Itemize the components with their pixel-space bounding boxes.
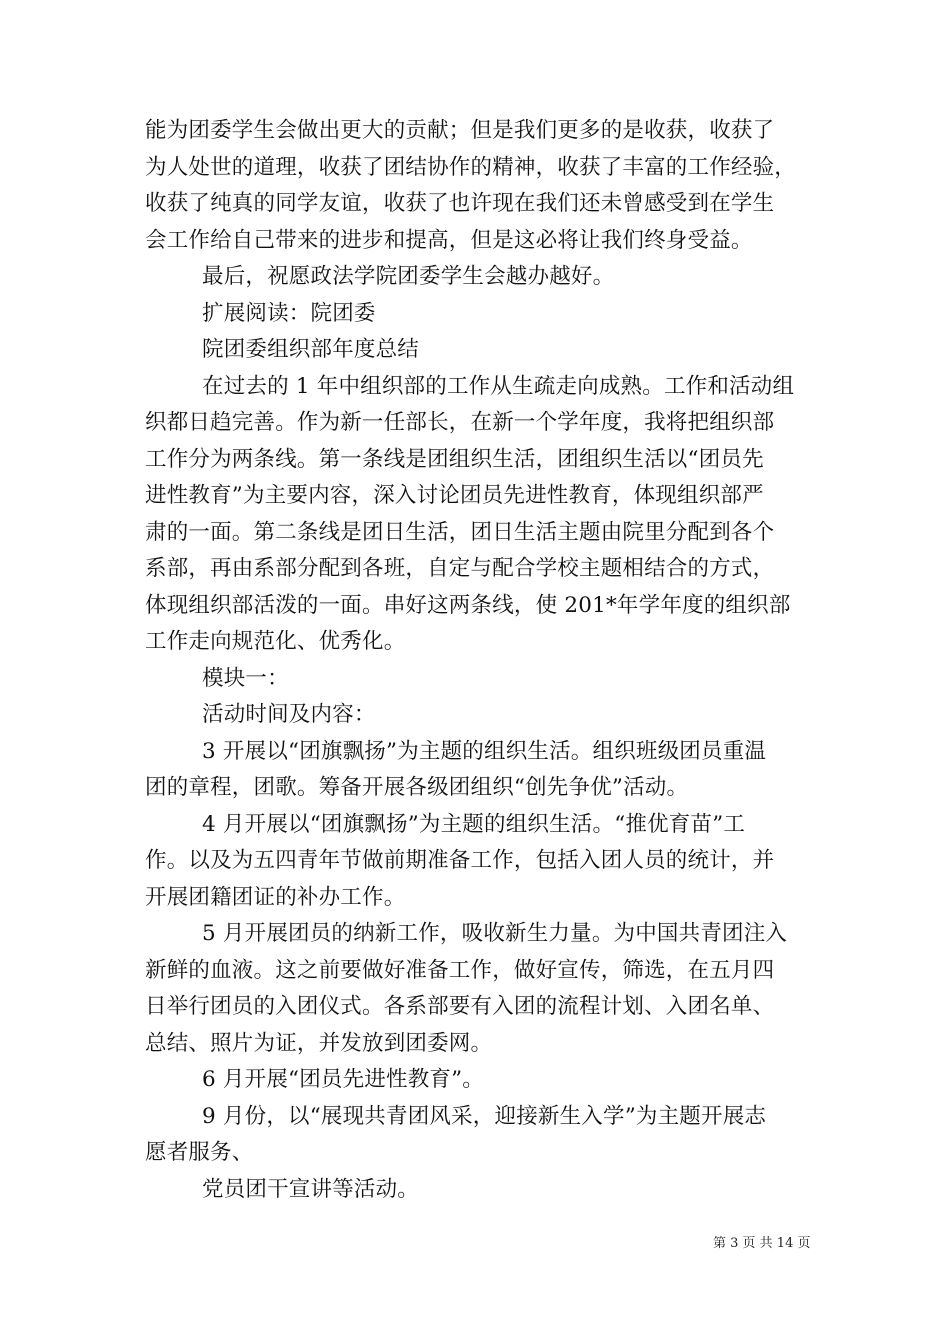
text-line: 5 月开展团员的纳新工作，吸收新生力量。为中国共青团注入 bbox=[202, 921, 788, 946]
text-line: 作。以及为五四青年节做前期准备工作，包括入团人员的统计，并 bbox=[145, 848, 775, 873]
text-line: 能为团委学生会做出更大的贡献；但是我们更多的是收获，收获了 bbox=[145, 118, 775, 143]
text-line: 新鲜的血液。这之前要做好准备工作，做好宣传，筛选，在五月四 bbox=[145, 957, 775, 983]
text-line: 4 月开展以“团旗飘扬”为主题的组织生活。“推优育苗”工 bbox=[202, 811, 746, 837]
text-line: 开展团籍团证的补办工作。 bbox=[145, 884, 406, 910]
text-line: 系部，再由系部分配到各班，自定与配合学校主题相结合的方式， bbox=[145, 556, 775, 581]
text-line: 肃的一面。第二条线是团日生活，团日生活主题由院里分配到各个 bbox=[145, 519, 775, 545]
text-line: 6 月开展“团员先进性教育”。 bbox=[202, 1067, 484, 1092]
document-body bbox=[145, 113, 810, 1208]
text-line: 总结、照片为证，并发放到团委网。 bbox=[145, 1030, 493, 1056]
text-line: 愿者服务、 bbox=[145, 1140, 254, 1165]
text-line: 收获了纯真的同学友谊，收获了也许现在我们还未曾感受到在学生 bbox=[145, 191, 775, 216]
text-line: 织都日趋完善。作为新一任部长，在新一个学年度，我将把组织部 bbox=[145, 410, 775, 435]
text-line: 工作走向规范化、优秀化。 bbox=[145, 629, 406, 654]
text-line: 日举行团员的入团仪式。各系部要有入团的流程计划、入团名单、 bbox=[145, 994, 775, 1019]
text-line: 工作分为两条线。第一条线是团组织生活，团组织生活以“团员先 bbox=[145, 446, 764, 472]
page-footer: 第 3 页 共 14 页 bbox=[713, 1236, 811, 1251]
text-line: 体现组织部活泼的一面。串好这两条线，使 201*年学年度的组织部 bbox=[145, 592, 791, 618]
text-line: 模块一： bbox=[202, 665, 289, 691]
text-line: 团的章程，团歌。筹备开展各级团组织“创先争优”活动。 bbox=[145, 775, 689, 800]
text-line: 进性教育”为主要内容，深入讨论团员先进性教育，体现组织部严 bbox=[145, 483, 764, 508]
text-line: 在过去的 1 年中组织部的工作从生疏走向成熟。工作和活动组 bbox=[202, 373, 795, 399]
text-line: 扩展阅读：院团委 bbox=[202, 300, 376, 326]
text-line: 3 开展以“团旗飘扬”为主题的组织生活。组织班级团员重温 bbox=[202, 738, 767, 764]
text-line: 9 月份，以“展现共青团风采，迎接新生入学”为主题开展志 bbox=[202, 1103, 767, 1129]
text-line: 活动时间及内容： bbox=[202, 702, 376, 727]
text-line: 党员团干宣讲等活动。 bbox=[202, 1176, 420, 1202]
text-line: 会工作给自己带来的进步和提高，但是这必将让我们终身受益。 bbox=[145, 227, 753, 253]
text-line: 为人处世的道理，收获了团结协作的精神，收获了丰富的工作经验， bbox=[145, 154, 797, 180]
text-line: 最后，祝愿政法学院团委学生会越办越好。 bbox=[202, 264, 615, 289]
text-line: 院团委组织部年度总结 bbox=[202, 337, 420, 362]
